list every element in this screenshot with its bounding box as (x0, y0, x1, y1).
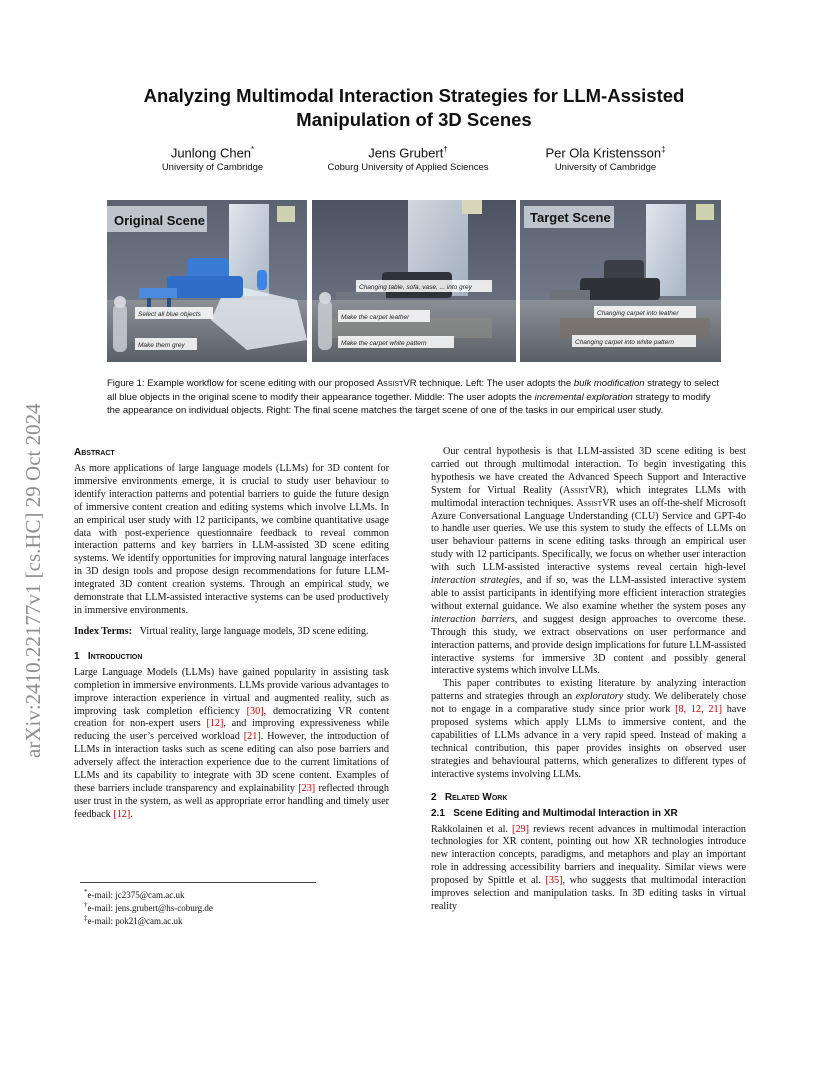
author-name: Jens Grubert (368, 145, 444, 161)
citation-link[interactable]: [30] (246, 705, 264, 717)
caption-emphasis: incremental exploration (534, 391, 633, 403)
lamp (462, 200, 482, 214)
title-line-2: Manipulation of 3D Scenes (296, 109, 532, 130)
section-number: 2 (431, 791, 437, 803)
system-name: AssistVR (562, 484, 603, 496)
figure-caption (107, 377, 722, 418)
annotation-carpet-white: Make the carpet white pattern (341, 340, 427, 347)
emphasis: interaction barriers (431, 613, 515, 625)
annotation-select-blue: Select all blue objects (138, 311, 201, 318)
section-number: 1 (74, 650, 80, 662)
citation-link[interactable]: [21] (243, 731, 261, 743)
index-terms-text: Virtual reality, large language models, 3D scene editing. (139, 625, 369, 637)
panel-label-target: Target Scene (530, 210, 611, 225)
figure-panel-middle (312, 200, 516, 362)
author-affiliation: University of Cambridge (554, 162, 657, 174)
figure-panel-right (520, 200, 721, 362)
author-affiliation: Coburg University of Applied Sciences (327, 162, 489, 174)
citation-link[interactable]: [8, 12, 21] (675, 704, 722, 716)
figure-1 (107, 200, 721, 362)
footnote-mark: * (84, 888, 88, 896)
footnote-divider (80, 882, 316, 883)
annotation-make-grey: Make them grey (138, 342, 185, 349)
paper-title (80, 84, 748, 132)
author-2 (308, 141, 508, 175)
arxiv-side-stamp (10, 288, 50, 758)
left-column (74, 446, 389, 822)
index-terms-label: Index Terms: (74, 625, 133, 637)
caption-text: strategy to select all blue objects in the original scene to modify their appearance together. Middle: The user adopts the (107, 378, 720, 403)
section-title: Related Work (444, 791, 508, 803)
author-mark: * (251, 145, 255, 154)
subsection-heading (431, 807, 746, 820)
user-avatar (318, 300, 332, 350)
author-name: Per Ola Kristensson (545, 145, 662, 161)
footnote-text: e-mail: pok21@cam.ac.uk (87, 916, 183, 926)
footnote-3 (84, 912, 183, 927)
figure-panel-left (107, 200, 307, 362)
citation-link[interactable]: [12] (113, 808, 131, 820)
arxiv-id: arXiv:2410.22177v1 [cs.HC] 29 Oct 2024 (21, 403, 45, 758)
grey-table (550, 290, 590, 300)
annotation-changing-white: Changing carpet into white pattern (575, 339, 675, 346)
abstract-heading: Abstract (74, 447, 115, 458)
annotation-changing-grey: Changing table, sofa, vase, ... into grey (359, 284, 472, 291)
section-title: Introduction (87, 650, 143, 662)
index-terms (74, 626, 389, 639)
related-work-paragraph: Rakkolainen et al. [29] reviews recent advances in multimodal interaction technologies for XR content, pointing out how XR technologies introduce new interaction concepts, paradigms, and metaphors and play an important role in addressing accessibility barriers and inequality. Similar views were proposed by Spittle et al. [35], who suggests that multimodal interaction improves selection and manipulation tasks. In 3D editing tasks in virtual reality (431, 823, 746, 912)
table (336, 292, 386, 300)
subsection-number: 2.1 (431, 807, 445, 819)
blue-table (139, 288, 177, 298)
hypothesis-paragraph: Our central hypothesis is that LLM-assisted 3D scene editing is best carried out through multimodal interaction. To begin investigating this hypothesis we have created the Advanced Speech Support and Interactive System for Virtual Reality (AssistVR), which integrates LLMs with multimodal interaction techniques. AssistVR uses an off-the-shelf Microsoft Azure Conversational Language Understanding (CLU) Service and GPT-4o to handle user queries. We use this system to study the effects of LLMs on user behaviour patterns in scene editing tasks through an empirical user study with 12 participants. Specifically, we focus on whether user interaction with such LLM-assisted interactive systems reveal certain high-level interaction strategies, and if so, was the LLM-assisted interactive system able to assist participants in identifying more efficient interaction strategies without external guidance. We also examine whether the system poses any interaction barriers, and suggest design approaches to overcome these. Through this study, we extract observations on user performance and interaction patterns, and provide design implications for future LLM-assisted interactive systems for immersive 3D content and possibly general interactive systems which involve LLMs. (431, 446, 746, 677)
citation-link[interactable]: [29] (512, 823, 530, 835)
author-mark: † (443, 145, 448, 154)
caption-text: technique. Left: The user adopts the (416, 378, 574, 389)
annotation-carpet-leather: Make the carpet leather (341, 314, 410, 321)
blue-sofa (167, 276, 243, 298)
subsection-title: Scene Editing and Multimodal Interaction in XR (453, 807, 678, 819)
user-avatar (113, 304, 127, 352)
contribution-paragraph: This paper contributes to existing literature by analyzing interaction patterns and strategies through an exploratory study. We deliberately chose not to engage in a comparative study since prior work [8, 12, 21] have proposed systems which apply LLMs to immersive content, and the capabilities of LLMs advance in a very rapid speed. Instead of making a technical contribution, this paper provides insights on observed user strategies and behavioural patterns, which generalizes to different types of interactive systems involving LLMs. (431, 678, 746, 780)
related-work-heading (431, 791, 746, 804)
abstract-text: As more applications of large language models (LLMs) for 3D content for immersive environments emerge, it is crucial to study user behaviour to identify interaction patterns and potential barriers to guide the future design of immersive content creation and editing systems which involve LLMs. In an empirical user study with 12 participants, we combine quantitative usage data with post-experience questionnaire feedback to reveal common interaction patterns and key barriers in LLM-assisted 3D scene editing systems. We identify opportunities for improving natural language interfaces in 3D design tools and propose design recommendations for future LLM-integrated 3D content creation systems. Through an empirical study, we demonstrate that LLM-assisted interactive systems can be used productively in immersive environments. (74, 463, 389, 616)
author-1 (145, 141, 280, 175)
citation-link[interactable]: [35] (545, 875, 563, 887)
caption-emphasis: bulk modification (573, 378, 645, 389)
annotation-changing-leather: Changing carpet into leather (597, 310, 679, 317)
footnote-mark: ‡ (84, 914, 88, 922)
lamp (277, 206, 295, 222)
intro-heading (74, 650, 389, 663)
author-affiliation: University of Cambridge (161, 162, 264, 174)
grey-sofa (580, 278, 660, 300)
panel-label-original: Original Scene (114, 213, 206, 228)
caption-text: strategy to modify the appearance on individual objects. Right: The final scene matches the target scene of one of the tasks in our empirical user study. (107, 391, 711, 416)
right-column (431, 446, 746, 914)
footnote-mark: † (84, 901, 88, 909)
title-line-1: Analyzing Multimodal Interaction Strategies for LLM-Assisted (143, 85, 685, 106)
caption-system-name: AssistVR (376, 378, 417, 389)
emphasis: interaction strategies (431, 575, 520, 587)
lamp (696, 204, 714, 220)
citation-link[interactable]: [23] (298, 782, 316, 794)
footnote-text: e-mail: jc2375@cam.ac.uk (87, 890, 185, 900)
author-mark: ‡ (661, 145, 666, 154)
author-name: Junlong Chen (170, 145, 252, 161)
footnote-text: e-mail: jens.grubert@hs-coburg.de (87, 903, 213, 913)
citation-link[interactable]: [12] (206, 718, 224, 730)
author-3 (528, 141, 683, 175)
caption-text: Figure 1: Example workflow for scene editing with our proposed (107, 378, 377, 389)
blue-vase (257, 270, 267, 290)
emphasis: exploratory (575, 691, 624, 703)
intro-paragraph: Large Language Models (LLMs) have gained popularity in assisting task completion in immersive environments. LLMs provide various advantages to improve interaction experience in virtual and augmented reality, such as improving task completion efficiency [30], democratizing VR content creation for non-expert users [12], and improving expressiveness while reducing the user’s perceived workload [21]. However, the introduction of LLMs in interaction tasks such as scene editing can also pose barriers and adversely affect the interaction experience due to the current limitations of LLMs and its capability to integrate with 3D scene content. Examples of these barriers include transparency and explainability [23] reflected through user trust in the system, as well as appropriate error handling and timely user feedback [12]. (74, 666, 389, 820)
system-name: AssistVR (576, 497, 617, 509)
